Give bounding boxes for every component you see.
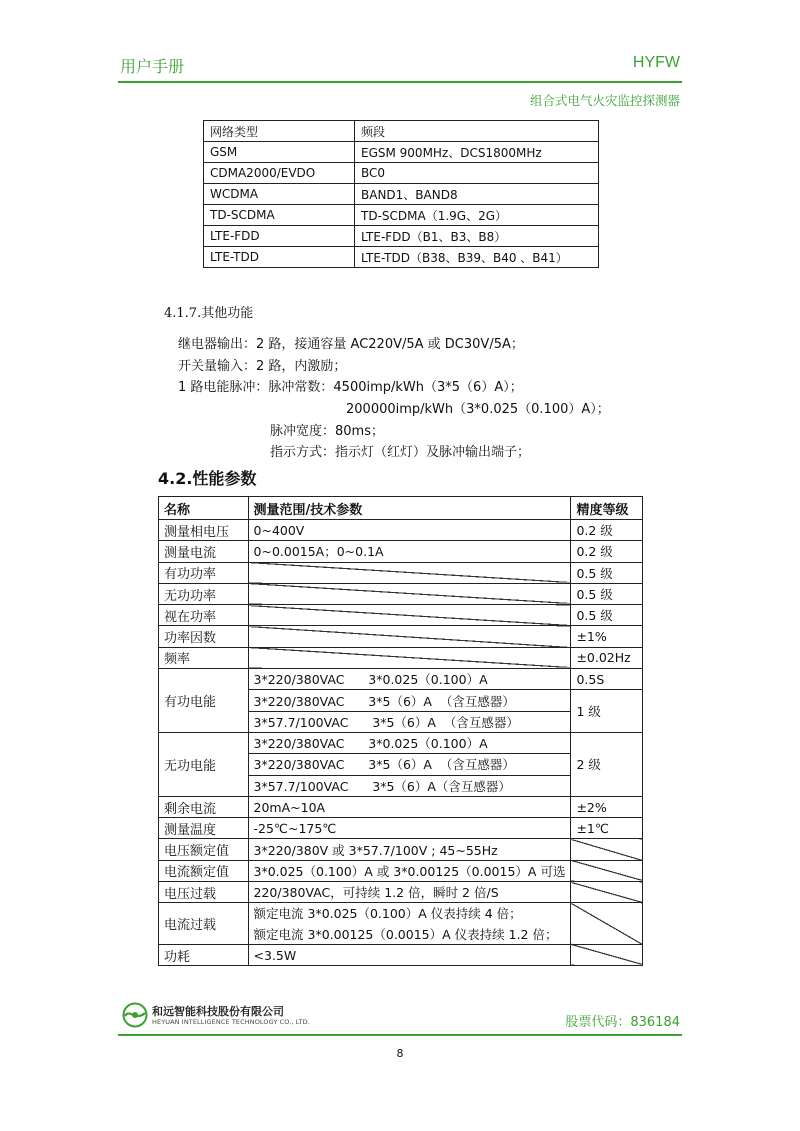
table-cell: <3.5W [248, 944, 571, 965]
table-cell: ±2% [571, 796, 643, 817]
table-cell: 电流过载 [159, 903, 249, 945]
table-row [204, 205, 599, 226]
table-cell: 2 级 [571, 732, 643, 796]
table-cell: TD-SCDMA（1.9G、2G） [355, 205, 599, 226]
table-cell: BAND1、BAND8 [355, 184, 599, 205]
table-cell: ±0.02Hz [571, 647, 643, 668]
table-cell: 频段 [355, 121, 599, 142]
table-row [159, 860, 643, 881]
function-line-relay: 继电器输出：2 路，接通容量 AC220V/5A 或 DC30V/5A； [178, 337, 524, 352]
table-cell: 3*220/380VAC 3*0.025（0.100）A [248, 669, 571, 690]
table-cell: 0.5 级 [571, 605, 643, 626]
table-cell: 电流额定值 [159, 860, 249, 881]
column-header-spec: 测量范围/技术参数 [248, 497, 571, 520]
table-cell: 3*220/380VAC 3*5（6）A （含互感器） [248, 690, 571, 711]
table-cell: 无功电能 [159, 732, 249, 796]
header-divider [118, 81, 682, 83]
table-cell: BC0 [355, 163, 599, 184]
empty-cell-slash [571, 944, 643, 965]
table-cell: EGSM 900MHz、DCS1800MHz [355, 142, 599, 163]
table-cell: ±1℃ [571, 818, 643, 839]
table-cell: 3*0.025（0.100）A 或 3*0.00125（0.0015）A 可选 [248, 860, 571, 881]
table-cell: ±1% [571, 626, 643, 647]
table-row [159, 944, 643, 965]
table-row [159, 626, 643, 647]
empty-cell-slash [571, 860, 643, 881]
company-name-en: HEYUAN INTELLIGENCE TECHNOLOGY CO., LTD. [152, 1018, 310, 1026]
empty-cell-slash [248, 583, 571, 604]
table-cell: 0.5 级 [571, 583, 643, 604]
function-line-pulse: 1 路电能脉冲：脉冲常数：4500imp/kWh（3*5（6）A）； [178, 380, 523, 395]
table-cell: TD-SCDMA [204, 205, 355, 226]
table-cell: 0~0.0015A；0~0.1A [248, 541, 571, 562]
table-cell: 220/380VAC，可持续 1.2 倍，瞬时 2 倍/S [248, 882, 571, 903]
table-cell: 有功功率 [159, 562, 249, 583]
table-cell: LTE-TDD [204, 247, 355, 268]
table-cell: 3*57.7/100VAC 3*5（6）A （含互感器） [248, 711, 571, 732]
header-left-title: 用户手册 [120, 57, 185, 76]
table-cell: LTE-FDD（B1、B3、B8） [355, 226, 599, 247]
table-row [159, 882, 643, 903]
table-cell: 0~400V [248, 520, 571, 541]
network-band-table [203, 120, 599, 268]
table-cell: 电压过载 [159, 882, 249, 903]
table-cell: 1 级 [571, 690, 643, 733]
empty-cell-slash [571, 839, 643, 860]
performance-table [158, 496, 643, 966]
function-line-pulse-constant-2: 200000imp/kWh（3*0.025（0.100）A）； [346, 402, 610, 417]
table-cell: -25℃~175℃ [248, 818, 571, 839]
table-cell: 测量电流 [159, 541, 249, 562]
table-row [159, 647, 643, 668]
function-line-switch-input: 开关量输入：2 路，内激励； [178, 359, 347, 374]
table-row [159, 583, 643, 604]
table-cell: 功率因数 [159, 626, 249, 647]
table-cell: 3*57.7/100VAC 3*5（6）A（含互感器） [248, 775, 571, 796]
section-heading-other-functions: 4.1.7.其他功能 [164, 306, 254, 321]
table-row [204, 247, 599, 268]
table-cell: 3*220/380V 或 3*57.7/100V ; 45~55Hz [248, 839, 571, 860]
company-logo-icon [122, 1002, 148, 1032]
table-cell: 测量相电压 [159, 520, 249, 541]
table-row [204, 142, 599, 163]
table-cell: 0.5 级 [571, 562, 643, 583]
table-cell: LTE-TDD（B38、B39、B40 、B41） [355, 247, 599, 268]
table-row [159, 796, 643, 817]
table-cell: 功耗 [159, 944, 249, 965]
table-row [204, 226, 599, 247]
table-cell: 电压额定值 [159, 839, 249, 860]
table-cell: 网络类型 [204, 121, 355, 142]
column-header-name: 名称 [159, 497, 249, 520]
table-cell: GSM [204, 142, 355, 163]
table-row [159, 669, 643, 690]
table-row [159, 562, 643, 583]
table-row [204, 184, 599, 205]
table-cell: LTE-FDD [204, 226, 355, 247]
column-header-accuracy: 精度等级 [571, 497, 643, 520]
table-cell: 视在功率 [159, 605, 249, 626]
company-name-cn: 和远智能科技股份有限公司 [152, 1005, 284, 1018]
table-cell: CDMA2000/EVDO [204, 163, 355, 184]
table-row [204, 121, 599, 142]
empty-cell-slash [571, 882, 643, 903]
table-cell: 额定电流 3*0.00125（0.0015）A 仪表持续 1.2 倍； [248, 924, 571, 945]
section-heading-performance: 4.2.性能参数 [158, 469, 257, 488]
table-cell: 无功功率 [159, 583, 249, 604]
table-row [159, 520, 643, 541]
table-header-row [159, 497, 643, 520]
table-cell: 3*220/380VAC 3*0.025（0.100）A [248, 732, 571, 753]
function-line-indicator: 指示方式：指示灯（红灯）及脉冲输出端子； [270, 445, 531, 460]
table-row [159, 818, 643, 839]
table-cell: 剩余电流 [159, 796, 249, 817]
table-row [159, 839, 643, 860]
empty-cell-slash [248, 605, 571, 626]
table-row [159, 903, 643, 924]
stock-code: 股票代码：836184 [565, 1015, 680, 1030]
table-cell: 3*220/380VAC 3*5（6）A （含互感器） [248, 754, 571, 775]
header-right-title: HYFW [632, 54, 680, 71]
table-cell: 20mA~10A [248, 796, 571, 817]
empty-cell-slash [248, 647, 571, 668]
table-cell: 0.5S [571, 669, 643, 690]
table-row [159, 732, 643, 753]
table-row [204, 163, 599, 184]
table-cell: 频率 [159, 647, 249, 668]
table-row [159, 605, 643, 626]
empty-cell-slash [248, 562, 571, 583]
table-cell: 额定电流 3*0.025（0.100）A 仪表持续 4 倍； [248, 903, 571, 924]
empty-cell-slash [571, 903, 643, 945]
header-subtitle: 组合式电气火灾监控探测器 [529, 93, 680, 108]
table-cell: 测量温度 [159, 818, 249, 839]
table-cell: 0.2 级 [571, 541, 643, 562]
page-number: 8 [396, 1047, 404, 1060]
table-cell: 有功电能 [159, 669, 249, 733]
table-row [159, 541, 643, 562]
empty-cell-slash [248, 626, 571, 647]
table-cell: 0.2 级 [571, 520, 643, 541]
table-cell: WCDMA [204, 184, 355, 205]
function-line-pulse-width: 脉冲宽度：80ms； [270, 424, 384, 439]
footer-divider [118, 1034, 682, 1036]
